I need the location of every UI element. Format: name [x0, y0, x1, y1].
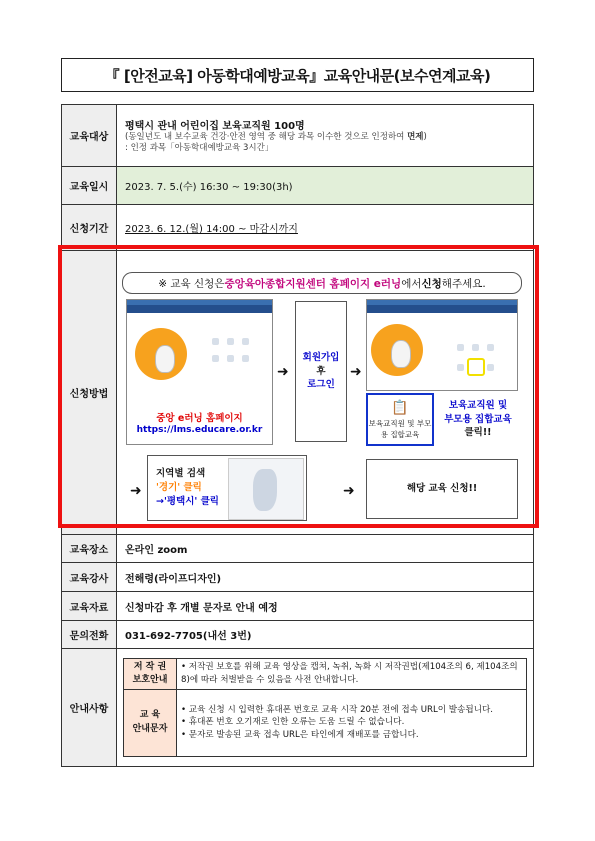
phone-label: 문의전화 — [62, 621, 117, 649]
notes-table — [123, 658, 527, 757]
logged-in-page-thumbnail — [366, 299, 518, 391]
mouse-icon — [155, 345, 175, 373]
notes-label: 안내사항 — [62, 649, 117, 767]
site-url[interactable]: https://lms.educare.or.kr — [136, 425, 263, 435]
method-notice: ※ 교육 신청은 중앙육아종합지원센터 홈페이지 e러닝 에서 신청 해주세요. — [122, 272, 522, 294]
target-note2: : 인정 과목「아동학대예방교육 3시간」 — [125, 143, 274, 153]
period-label: 신청기간 — [62, 205, 117, 251]
date-label: 교육일시 — [62, 167, 117, 205]
lecturer-label: 교육강사 — [62, 563, 117, 592]
login-step-box: 회원가입 후 로그인 — [295, 301, 347, 442]
target-note1: (동일년도 내 보수교육 건강·안전 영역 중 해당 과목 이수한 것으로 인정하여 면제) — [125, 131, 427, 142]
period-value: 2023. 6. 12.(월) 14:00 ~ 마감시까지 — [117, 205, 534, 251]
material-value: 신청마감 후 개별 문자로 안내 예정 — [117, 592, 534, 621]
date-value: 2023. 7. 5.(수) 16:30 ~ 19:30(3h) — [117, 167, 534, 205]
target-label: 교육대상 — [62, 105, 117, 167]
group-education-button[interactable]: 📋 보육교직원 및 부모용 집합교육 — [366, 393, 434, 446]
target-value — [117, 105, 534, 167]
notes-content — [117, 649, 534, 767]
site-name: 중앙 e러닝 홈페이지 — [156, 413, 243, 424]
region-map-thumbnail — [228, 458, 304, 520]
arrow-right-icon: ➜ — [343, 483, 355, 499]
place-value: 온라인 zoom — [117, 535, 534, 563]
apply-step-box: 해당 교육 신청!! — [366, 459, 518, 519]
arrow-right-icon: ➜ — [130, 483, 142, 499]
sms-label: 교 육 안내문자 — [124, 689, 177, 756]
place-label: 교육장소 — [62, 535, 117, 563]
sms-text-1: • 교육 신청 시 입력한 휴대폰 번호로 교육 시작 20분 전에 접속 URL이 발송됩니다. — [181, 704, 494, 715]
page-title: 『 [안전교육] 아동학대예방교육』교육안내문(보수연계교육) — [61, 58, 534, 92]
lecturer-value: 전해령(라이프디자인) — [117, 563, 534, 592]
copyright-label: 저 작 권 보호안내 — [124, 659, 177, 690]
arrow-right-icon: ➜ — [350, 364, 362, 380]
sms-text-2: • 휴대폰 번호 오기재로 인한 오류는 도움 드릴 수 없습니다. — [181, 717, 405, 728]
material-label: 교육자료 — [62, 592, 117, 621]
method-label: 신청방법 — [62, 251, 117, 535]
target-main: 평택시 관내 어린이집 보육교직원 100명 — [125, 120, 305, 132]
sms-text-3: • 문자로 발송된 교육 접속 URL은 타인에게 재배포를 금합니다. — [181, 730, 419, 741]
click-instruction: 보육교직원 및 부모용 집합교육 클릭!! — [444, 399, 512, 439]
presentation-icon: 📋 — [391, 400, 409, 417]
group-education-highlight — [467, 358, 485, 376]
phone-value: 031-692-7705(내선 3번) — [117, 621, 534, 649]
elearning-homepage-thumbnail — [126, 299, 273, 445]
mouse-icon — [391, 340, 411, 368]
sms-text — [177, 689, 527, 756]
region-search-box: 지역별 검색 '경기' 클릭 →'평택시' 클릭 — [147, 455, 307, 521]
arrow-right-icon: ➜ — [277, 364, 289, 380]
copyright-text: • 저작권 보호를 위해 교육 영상을 캡쳐, 녹취, 녹화 시 저작권법(제104조의 6, 제104조의 8)에 따라 처벌받을 수 있음을 사전 안내합니다. — [177, 659, 527, 690]
